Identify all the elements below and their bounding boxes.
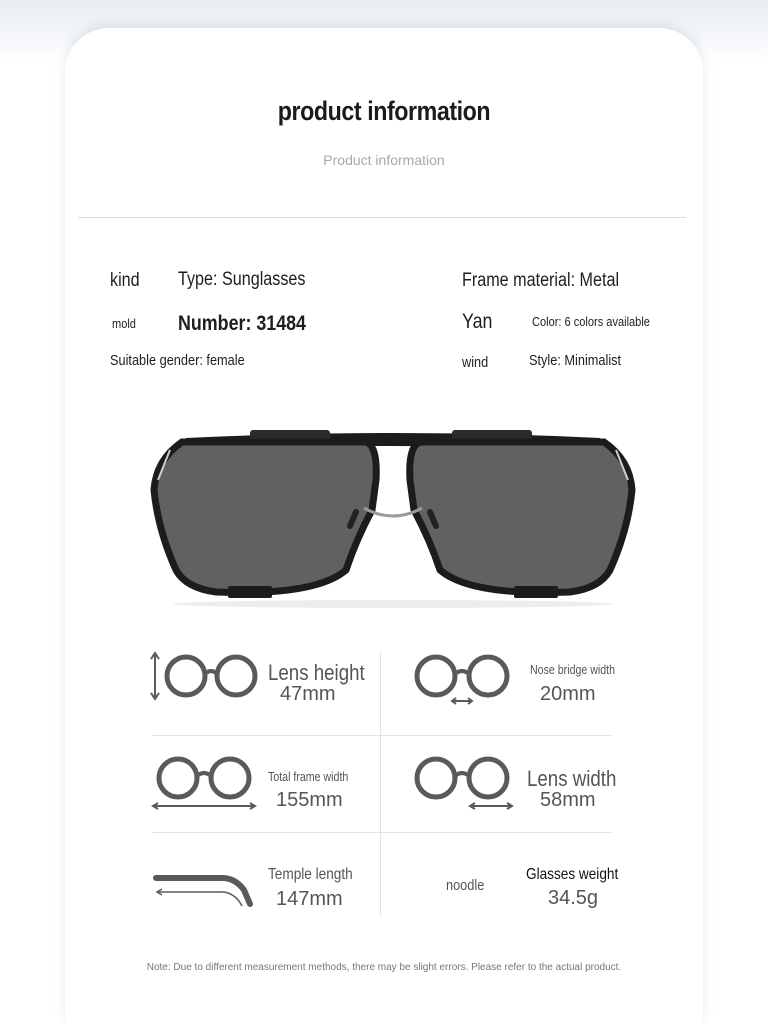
wind-label: wind bbox=[462, 354, 489, 371]
temple-length-value: 147mm bbox=[276, 888, 343, 910]
nose-bridge-label: Nose bridge width bbox=[530, 663, 616, 677]
lens-width-label: Lens width bbox=[527, 766, 617, 791]
lens-width-icon bbox=[408, 754, 518, 812]
total-frame-width-icon bbox=[150, 754, 258, 812]
grid-row-divider bbox=[152, 735, 612, 736]
lens-height-value: 47mm bbox=[280, 683, 336, 705]
style-text: Style: Minimalist bbox=[529, 352, 622, 369]
page-title: product information bbox=[277, 96, 491, 126]
number-text: Number: 31484 bbox=[178, 312, 306, 335]
lens-height-icon bbox=[150, 650, 262, 702]
glasses-weight-value: 34.5g bbox=[548, 887, 599, 909]
temple-length-icon bbox=[152, 868, 256, 912]
type-text: Type: Sunglasses bbox=[178, 269, 306, 290]
mold-label: mold bbox=[112, 316, 136, 331]
grid-vertical-divider bbox=[380, 652, 381, 916]
nose-bridge-icon bbox=[408, 652, 516, 708]
kind-label: kind bbox=[110, 270, 140, 291]
lens-height-label: Lens height bbox=[268, 660, 365, 685]
frame-material-text: Frame material: Metal bbox=[462, 270, 620, 291]
grid-row-divider bbox=[152, 832, 612, 833]
total-frame-width-label: Total frame width bbox=[268, 770, 349, 784]
nose-bridge-value: 20mm bbox=[540, 683, 596, 705]
glasses-weight-label: Glasses weight bbox=[526, 866, 619, 883]
sunglasses-image bbox=[146, 420, 640, 610]
lens-width-value: 58mm bbox=[540, 789, 596, 811]
temple-length-label: Temple length bbox=[268, 866, 353, 883]
page-subtitle: Product information bbox=[323, 152, 445, 168]
gender-text: Suitable gender: female bbox=[110, 352, 245, 369]
noodle-label: noodle bbox=[446, 877, 485, 894]
total-frame-width-value: 155mm bbox=[276, 789, 343, 811]
header-divider bbox=[78, 217, 686, 218]
measurement-note: Note: Due to different measurement methods, there may be slight errors. Please refer to the actual product. bbox=[146, 962, 622, 973]
yan-label: Yan bbox=[462, 310, 493, 333]
color-text: Color: 6 colors available bbox=[532, 314, 650, 329]
